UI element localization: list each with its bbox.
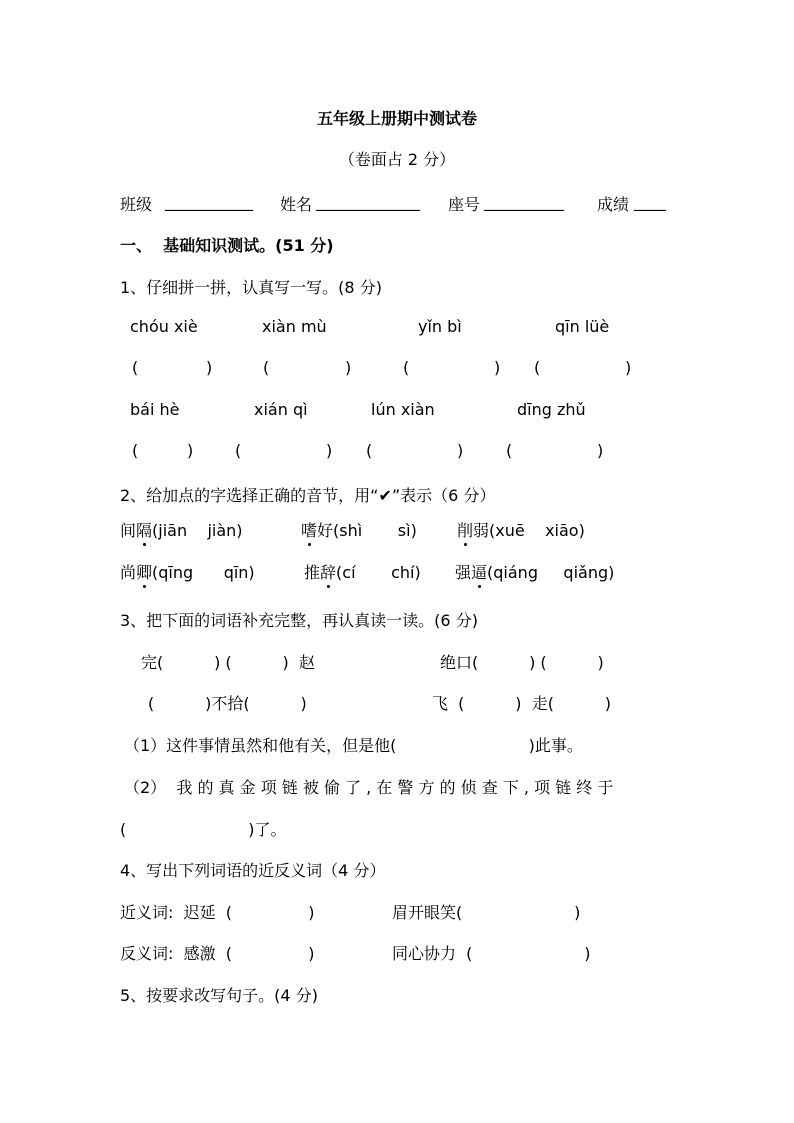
class-label: 班级 bbox=[120, 195, 153, 214]
seat-label: 座号 bbox=[448, 195, 481, 214]
q3-word-4: 飞 ( ) 走( ) bbox=[432, 694, 612, 713]
q2-title-pre: 2、给加点的字选择正确的音节，用“ bbox=[120, 486, 379, 505]
pinyin-6: xián qì bbox=[254, 400, 308, 419]
paren-close: ) bbox=[494, 358, 501, 377]
paren-open: ( bbox=[132, 441, 139, 460]
name-label: 姓名 bbox=[280, 195, 313, 214]
dotted-char: 逼 bbox=[471, 560, 487, 583]
q3-word-1: 完( ) ( ) 赵 bbox=[141, 653, 315, 672]
q4-synonym-2: 眉开眼笑( ) bbox=[392, 903, 581, 922]
q2-item-3: 削弱(xuē xiāo) bbox=[457, 518, 585, 541]
q3-sentence-1: （1）这件事情虽然和他有关，但是他( )此事。 bbox=[124, 736, 583, 755]
paren-close: ( bbox=[506, 441, 513, 460]
paren-open: ( bbox=[534, 358, 541, 377]
paren-close: ) bbox=[625, 358, 632, 377]
part1-heading: 一、 基础知识测试。(51 分) bbox=[120, 236, 334, 255]
q5-title: 5、按要求改写句子。(4 分) bbox=[120, 986, 318, 1005]
paren-close: ) bbox=[597, 441, 604, 460]
seat-blank[interactable]: __________ bbox=[484, 192, 564, 211]
q3-sentence-2-cont: ( )了。 bbox=[120, 820, 287, 839]
paren-open: ( bbox=[235, 441, 242, 460]
dotted-char: 削 bbox=[457, 518, 473, 541]
q2-item-4: 尚卿(qīng qīn) bbox=[120, 560, 255, 583]
paren-close: ) bbox=[345, 358, 352, 377]
paren-open: ( bbox=[366, 441, 373, 460]
q4-title: 4、写出下列词语的近反义词（4 分） bbox=[120, 861, 386, 880]
q2-item-6: 强逼(qiáng qiǎng) bbox=[455, 560, 614, 583]
pinyin-5: bái hè bbox=[130, 400, 180, 419]
class-blank[interactable]: ___________ bbox=[165, 192, 253, 211]
check-icon: ✔ bbox=[378, 486, 392, 505]
paren-close: ) bbox=[187, 441, 194, 460]
paren-close: ) bbox=[326, 441, 333, 460]
pinyin-3: yǐn bì bbox=[418, 317, 462, 336]
dotted-char: 嗜 bbox=[301, 518, 317, 541]
pinyin-2: xiàn mù bbox=[262, 317, 327, 336]
exam-subtitle: （卷面占 2 分） bbox=[338, 150, 456, 169]
q4-antonym: 反义词: 感激 ( ) bbox=[120, 944, 315, 963]
score-label: 成绩 bbox=[597, 195, 630, 214]
pinyin-1: chóu xiè bbox=[130, 317, 198, 336]
q3-word-3: ( )不拾( ) bbox=[148, 694, 307, 713]
paren-open: ( bbox=[403, 358, 410, 377]
paren-close: ) bbox=[457, 441, 464, 460]
q2-item-2: 嗜好(shì sì) bbox=[301, 518, 417, 541]
score-blank[interactable]: ____ bbox=[634, 192, 666, 211]
q2-title-post: ”表示（6 分） bbox=[391, 486, 496, 505]
q4-antonym-2: 同心协力 ( ) bbox=[392, 944, 591, 963]
q4-synonym: 近义词: 迟延 ( ) bbox=[120, 903, 315, 922]
paren-open: ( bbox=[132, 358, 139, 377]
exam-title: 五年级上册期中测试卷 bbox=[316, 109, 477, 128]
pinyin-8: dīng zhǔ bbox=[517, 400, 586, 419]
name-blank[interactable]: _____________ bbox=[316, 192, 420, 211]
q1-title: 1、仔细拼一拼，认真写一写。(8 分) bbox=[120, 278, 382, 297]
q2-item-1: 间隔(jiān jiàn) bbox=[120, 518, 243, 541]
paren-close: ) bbox=[206, 358, 213, 377]
q3-word-2: 绝口( ) ( ) bbox=[440, 653, 604, 672]
pinyin-7: lún xiàn bbox=[371, 400, 435, 419]
dotted-char: 隔 bbox=[136, 518, 152, 541]
pinyin-4: qīn lüè bbox=[555, 317, 610, 336]
q3-title: 3、把下面的词语补充完整，再认真读一读。(6 分) bbox=[120, 611, 478, 630]
q2-title bbox=[120, 483, 495, 506]
dotted-char: 辞 bbox=[320, 560, 336, 583]
paren-open: ( bbox=[263, 358, 270, 377]
dotted-char: 卿 bbox=[136, 560, 152, 583]
q3-sentence-2: （2） 我 的 真 金 项 链 被 偷 了 , 在 警 方 的 侦 查 下 , 项 链 终 于 bbox=[124, 778, 614, 797]
q2-item-5: 推辞(cí chí) bbox=[304, 560, 421, 583]
